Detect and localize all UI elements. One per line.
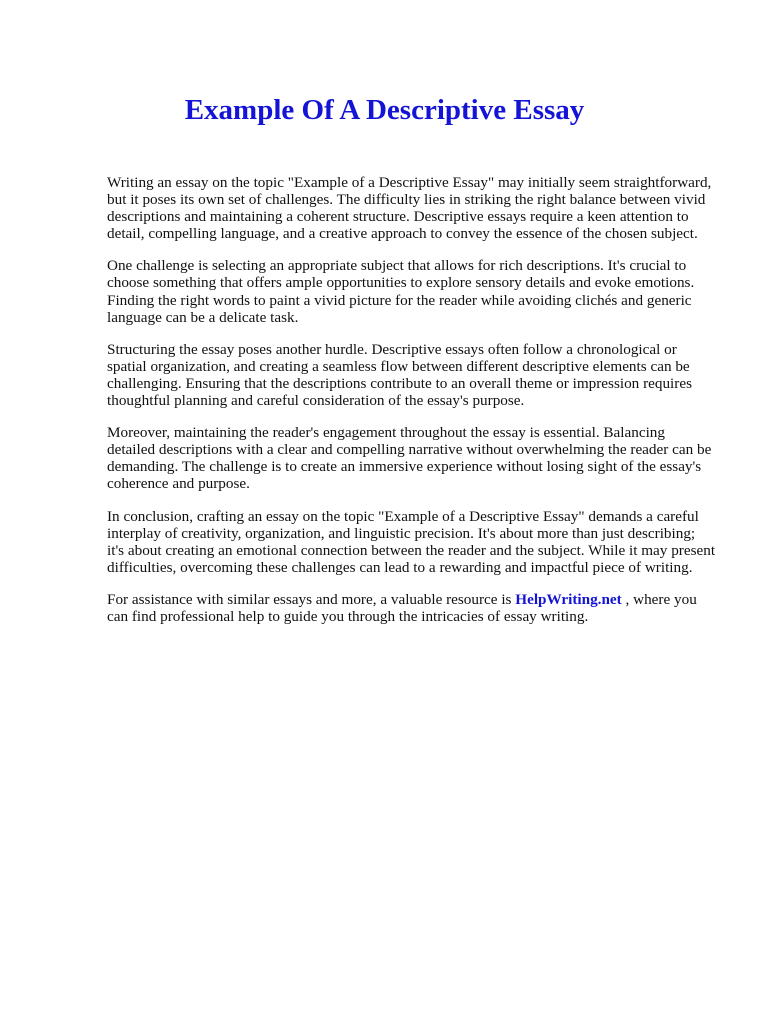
paragraph-4: Moreover, maintaining the reader's engagement throughout the essay is essential. Balancing detailed descriptions with a clear and compelling narrative without overwhelming the reader can be demanding. The challenge is to create an immersive experience without losing sight of the essay's coherence and purpose. <box>107 424 712 493</box>
helpwriting-link[interactable]: HelpWriting.net <box>515 590 622 608</box>
closing-text-after: , where you can find professional help to guide you through the intricacies of essay writing. <box>107 590 697 625</box>
closing-text-before: For assistance with similar essays and more, a valuable resource is <box>107 590 516 608</box>
paragraph-1: Writing an essay on the topic "Example of a Descriptive Essay" may initially seem straightforward, but it poses its own set of challenges. The difficulty lies in striking the right balance between vivid descriptions and maintaining a coherent structure. Descriptive essays require a keen attention to detail, compelling language, and a creative approach to convey the essence of the chosen subject. <box>107 174 712 243</box>
paragraph-3: Structuring the essay poses another hurdle. Descriptive essays often follow a chronological or spatial organization, and creating a seamless flow between different descriptive elements can be challenging. Ensuring that the descriptions contribute to an overall theme or impression requires thoughtful planning and careful consideration of the essay's purpose. <box>107 340 692 410</box>
paragraph-2: One challenge is selecting an appropriate subject that allows for rich descriptions. It's crucial to choose something that offers ample opportunities to explore sensory details and evoke emotions. Finding the right words to paint a vivid picture for the reader while avoiding clichés and generic language can be a delicate task. <box>107 257 695 326</box>
paragraph-5: In conclusion, crafting an essay on the topic "Example of a Descriptive Essay" demands a careful interplay of creativity, organization, and linguistic precision. It's about more than just describing; it's about creating an emotional connection between the reader and the subject. While it may present difficulties, overcoming these challenges can lead to a rewarding and impactful piece of writing. <box>107 507 716 576</box>
closing-paragraph <box>107 591 716 625</box>
page-title: Example Of A Descriptive Essay <box>184 94 585 126</box>
essay-body <box>107 174 716 625</box>
